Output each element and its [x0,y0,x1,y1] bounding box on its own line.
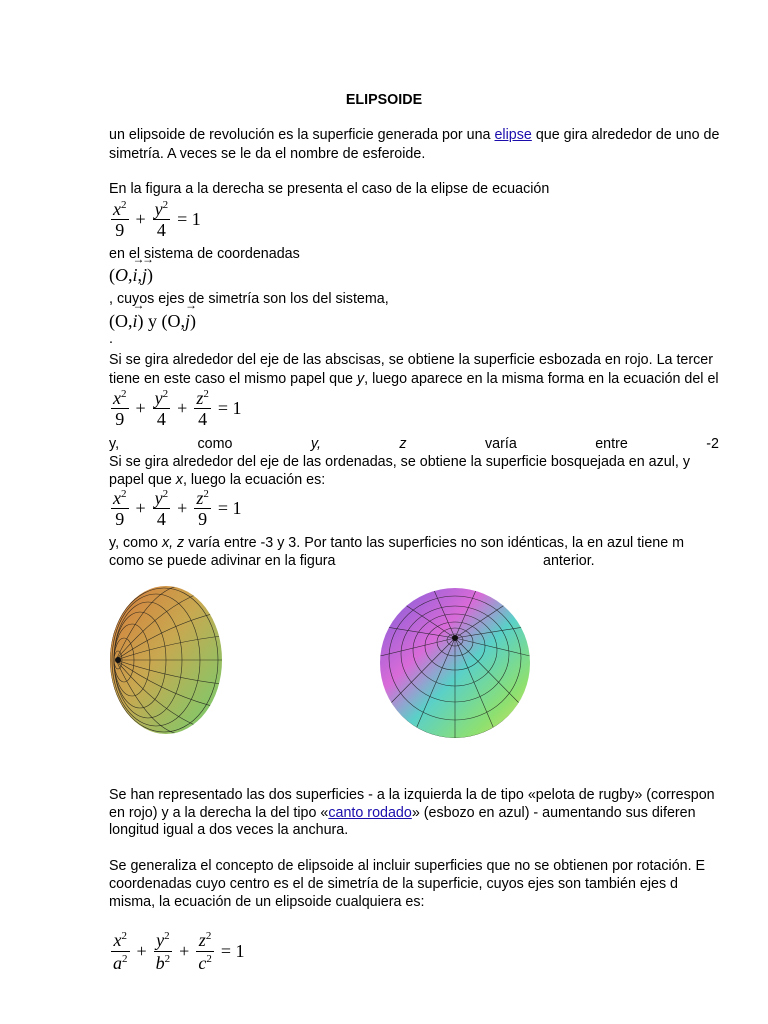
paragraph-2-line-3: , cuyos ejes de simetría son los del sistema, [109,291,389,307]
canto-rodado-link[interactable]: canto rodado [328,805,412,821]
paragraph-3-line-2: tiene en este caso el mismo papel que y, luego aparece en la misma forma en la ecuación del el [109,371,719,387]
paragraph-1-line-1: un elipsoide de revolución es la superficie generada por una elipse que gira alrededor de uno de [109,127,720,143]
fraction: $\frac{x^2}{9}$ [113,199,127,240]
period: . [109,331,113,347]
equation-general-ellipsoid: $\frac{x^2}{a^2}$ + $\frac{y^2}{b^2}$ + $\frac{z^2}{c^2}$ = 1 [113,930,245,973]
equation-ellipse: $\frac{x^2}{9}$ + $\frac{y^2}{4}$ = 1 [113,199,201,240]
fraction: $\frac{y^2}{4}$ [154,199,169,240]
paragraph-5-line-3: misma, la ecuación de un elipsoide cualquiera es: [109,894,425,910]
elipse-link[interactable]: elipse [494,127,532,143]
symmetry-axes: (O,→ i) y (O,→ j) [109,311,196,332]
paragraph-2-line-2: en el sistema de coordenadas [109,246,300,262]
paragraph-1-line-2: simetría. A veces se le da el nombre de esferoide. [109,146,426,162]
paragraph-3-line-4: Si se gira alrededor del eje de las ordenadas, se obtiene la superficie bosquejada en azul, y [109,454,690,470]
equation-red-ellipsoid: $\frac{x^2}{9}$ + $\frac{y^2}{4}$ + $\frac{z^2}{4}$ = 1 [113,388,242,429]
round-ellipsoid-figure [378,586,532,740]
paragraph-4-line-1: Se han representado las dos superficies - a la izquierda la de tipo «pelota de rugby» (correspon [109,787,715,803]
justified-line: y, como y, z varía entre -2 [109,436,719,452]
paragraph-2-line-1: En la figura a la derecha se presenta el caso de la elipse de ecuación [109,181,550,197]
page-title: ELIPSOIDE [345,92,423,108]
rugby-ball-figure [108,584,224,736]
paragraph-4-line-2: en rojo) y a la derecha la del tipo «canto rodado» (esbozo en azul) - aumentando sus diferen [109,805,696,821]
paragraph-3-line-1: Si se gira alrededor del eje de las abscisas, se obtiene la superficie esbozada en rojo. La tercer [109,352,714,368]
paragraph-4-line-3: longitud igual a dos veces la anchura. [109,822,349,838]
paragraph-5-line-1: Se generaliza el concepto de elipsoide al incluir superficies que no se obtienen por rotación. E [109,858,706,874]
paragraph-3-line-7: como se puede adivinar en la figura anterior. [109,553,595,569]
coordinate-system: (O,→ i,→ j) [109,265,153,286]
paragraph-3-line-5: papel que x, luego la ecuación es: [109,472,326,488]
paragraph-3-line-6: y, como x, z varía entre -3 y 3. Por tanto las superficies no son idénticas, la en azul tiene m [109,535,685,551]
paragraph-5-line-2: coordenadas cuyo centro es el de simetría de la superficie, cuyos ejes son también ejes d [109,876,679,892]
equation-blue-ellipsoid: $\frac{x^2}{9}$ + $\frac{y^2}{4}$ + $\frac{z^2}{9}$ = 1 [113,488,242,529]
